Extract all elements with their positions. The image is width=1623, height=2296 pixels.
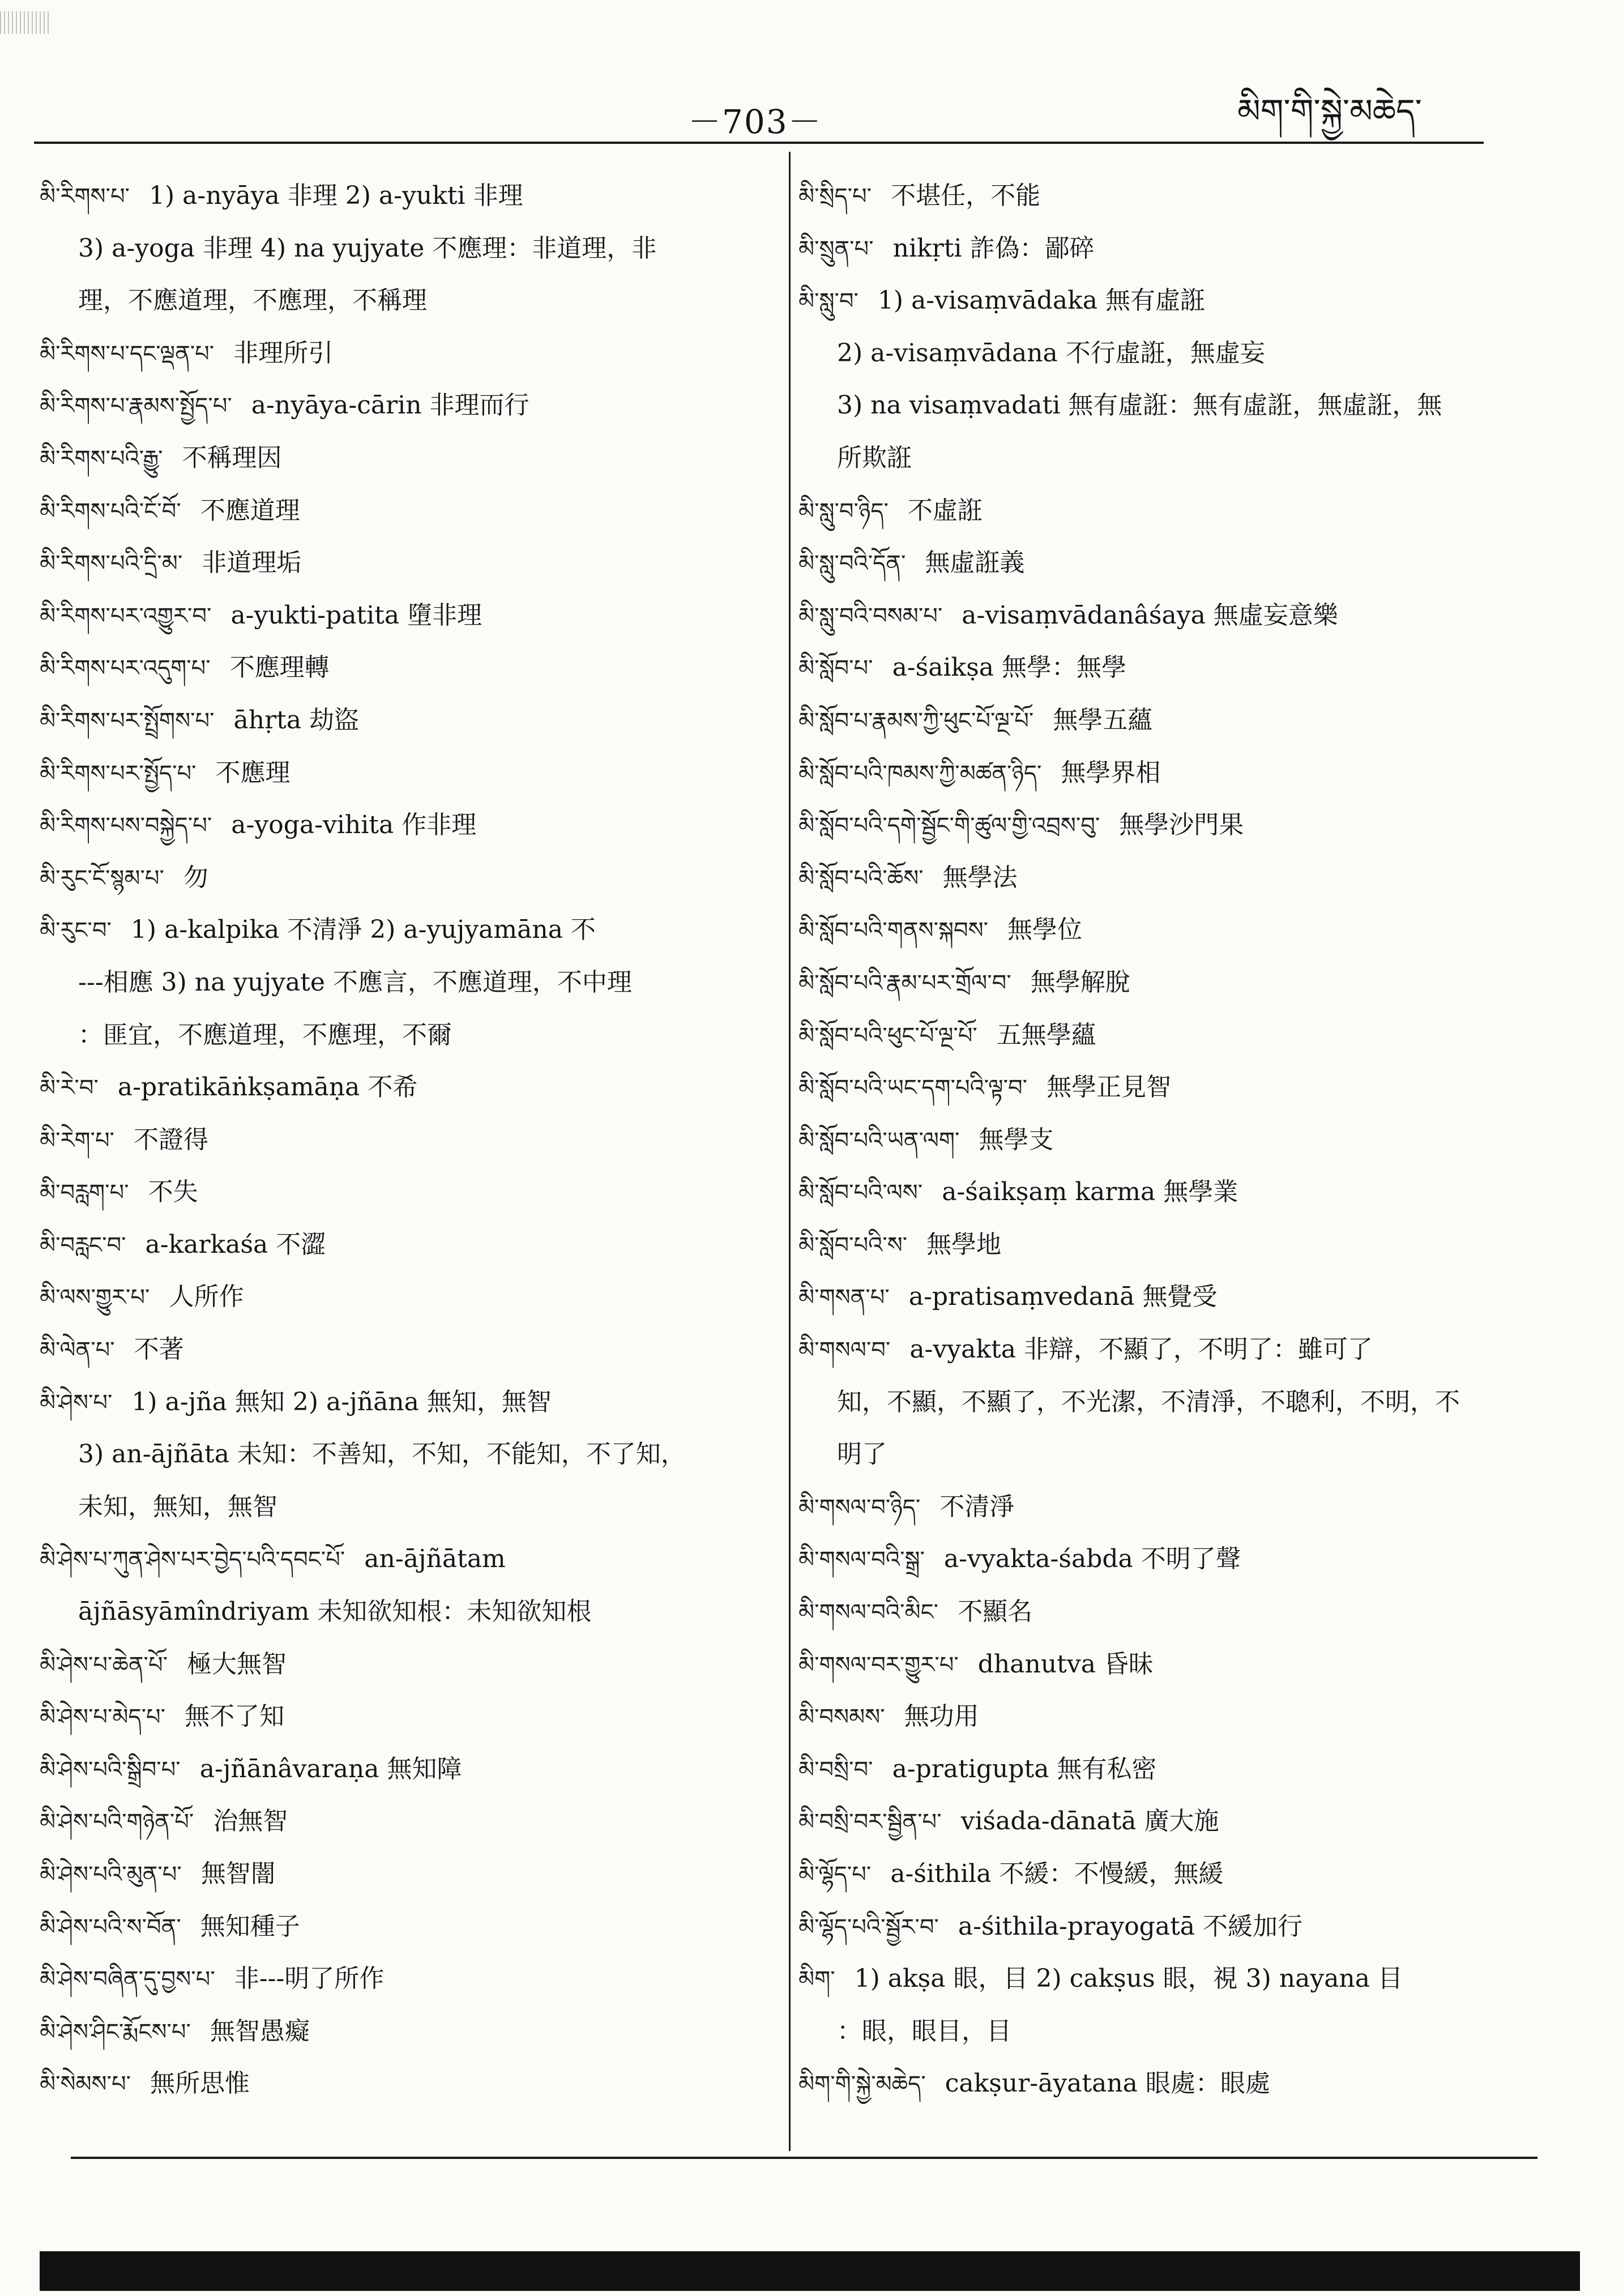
entry-definition: a-yukti-patita 墮非理 xyxy=(230,600,482,630)
tibetan-headword: མི་ཤེས་པ་ xyxy=(40,1389,113,1416)
entry-definition: 1) akṣa 眼，目 2) cakṣus 眼，視 3) nayana 目 xyxy=(854,1964,1403,1994)
tibetan-headword: མི་སློབ་པའི་ཡན་ལག་ xyxy=(798,1127,960,1154)
tibetan-headword: མི་སྲུན་པ་ xyxy=(798,236,874,262)
dictionary-entry xyxy=(40,379,776,432)
entry-definition: ：匪宜，不應道理，不應理，不爾 xyxy=(78,1020,452,1049)
tibetan-headword: མི་ཤེས་པའི་གཉེན་པོ་ xyxy=(40,1809,194,1836)
column-divider xyxy=(789,152,791,2151)
dictionary-entry xyxy=(798,1953,1467,2005)
entry-definition: an-ājñātam xyxy=(364,1544,506,1574)
entry-definition: cakṣur-āyatana 眼處：眼處 xyxy=(945,2069,1270,2098)
entry-definition: a-visaṃvādanâśaya 無虛妄意樂 xyxy=(962,600,1338,630)
entry-definition: a-śithila 不緩：不慢緩，無緩 xyxy=(890,1859,1224,1888)
tibetan-headword: མི་ཤེས་ཤིང་རྨོངས་པ་ xyxy=(40,2018,191,2045)
entry-definition: 知，不顯，不顯了，不光潔，不清淨，不聰利，不明，不 xyxy=(837,1387,1460,1416)
entry-continuation xyxy=(798,1376,1467,1429)
entry-definition: 不清淨 xyxy=(939,1492,1015,1521)
entry-definition: 3) na visaṃvadati 無有虛誑：無有虛誑，無虛誑，無 xyxy=(837,391,1442,420)
dictionary-entry xyxy=(40,642,776,694)
tibetan-headword: མི་རིགས་པའི་ངོ་བོ་ xyxy=(40,498,181,524)
entry-definition: 不堪任，不能 xyxy=(891,181,1041,210)
entry-definition: 五無學蘊 xyxy=(996,1020,1096,1049)
entry-definition: 不應理 xyxy=(215,758,291,787)
tibetan-headword: མི་སླུ་བའི་བསམ་པ་ xyxy=(798,603,943,629)
dictionary-entry xyxy=(798,799,1467,852)
dictionary-entry xyxy=(798,170,1467,223)
tibetan-headword: མི་ཤེས་པའི་མུན་པ་ xyxy=(40,1862,182,1888)
header-rule xyxy=(34,142,1484,144)
tibetan-headword: མི་བསྲི་བ་ xyxy=(798,1756,873,1783)
entry-definition: 不著 xyxy=(134,1335,184,1364)
tibetan-headword: མི་ལྷོད་པ་ xyxy=(798,1862,872,1888)
dictionary-entry xyxy=(40,485,776,537)
entry-definition: 1) a-nyāya 非理 2) a-yukti 非理 xyxy=(149,181,523,210)
entry-definition: a-pratisaṃvedanā 無覺受 xyxy=(908,1282,1218,1312)
dictionary-entry xyxy=(798,1324,1467,1376)
entry-continuation xyxy=(798,1428,1467,1481)
tibetan-headword: མིག་གི་སྐྱེ་མཆེད་ xyxy=(798,2071,926,2098)
entry-continuation xyxy=(40,223,776,275)
dictionary-entry xyxy=(40,1691,776,1743)
dictionary-entry xyxy=(798,2058,1467,2110)
entry-definition: 未知，無知，無智 xyxy=(78,1492,277,1521)
tibetan-headword: མི་བསམས་ xyxy=(798,1704,885,1731)
tibetan-headword: མི་རིགས་པ་དང་ལྡན་པ་ xyxy=(40,340,215,367)
entry-definition: ---相應 3) na yujyate 不應言，不應道理，不中理 xyxy=(78,967,632,997)
entry-definition: dhanutva 昏昧 xyxy=(977,1649,1154,1679)
entry-definition: 不虛誑 xyxy=(907,496,983,525)
entry-definition: a-yoga-vihita 作非理 xyxy=(231,810,477,840)
entry-definition: 無學解脫 xyxy=(1030,967,1130,997)
entry-definition: a-śaikṣaṃ karma 無學業 xyxy=(942,1177,1238,1207)
dictionary-entry xyxy=(40,694,776,747)
dictionary-entry xyxy=(40,432,776,485)
entry-definition: 不稱理因 xyxy=(182,443,282,472)
tibetan-headword: མི་སླུ་བ་ xyxy=(798,288,859,315)
tibetan-headword: མི་རེག་པ་ xyxy=(40,1127,114,1154)
tibetan-headword: མི་རིགས་པར་འདུག་པ་ xyxy=(40,655,211,682)
entry-definition: a-nyāya-cārin 非理而行 xyxy=(251,391,529,420)
dictionary-entry xyxy=(798,642,1467,694)
entry-definition: 無不了知 xyxy=(185,1702,285,1731)
dictionary-entry xyxy=(798,1009,1467,1062)
dictionary-entry xyxy=(798,223,1467,275)
entry-definition: 無學法 xyxy=(942,863,1018,892)
entry-definition: a-vyakta 非辯，不顯了，不明了：雖可了 xyxy=(909,1335,1373,1364)
dictionary-entry xyxy=(798,1586,1467,1638)
dictionary-entry xyxy=(798,957,1467,1009)
dictionary-entry xyxy=(40,1166,776,1219)
tibetan-headword: མི་གསལ་བའི་མིང་ xyxy=(798,1599,939,1626)
entry-definition: viśada-dānatā 廣大施 xyxy=(960,1807,1219,1836)
dictionary-entry xyxy=(40,1324,776,1376)
entry-definition: 無學支 xyxy=(979,1125,1054,1154)
entry-definition: 非道理垢 xyxy=(202,548,302,578)
entry-continuation xyxy=(40,1009,776,1062)
entry-definition: 無學正見智 xyxy=(1047,1073,1172,1102)
dictionary-entry xyxy=(40,852,776,904)
tibetan-headword: མི་སློབ་པ་རྣམས་ཀྱི་ཕུང་པོ་ལྔ་པོ་ xyxy=(798,707,1034,734)
entry-definition: a-vyakta-śabda 不明了聲 xyxy=(943,1544,1241,1574)
tibetan-headword: མི་ཤེས་པའི་ས་བོན་ xyxy=(40,1914,181,1940)
bottom-rule xyxy=(71,2157,1537,2159)
tibetan-headword: མི་སློབ་པའི་རྣམ་པར་གྲོལ་བ་ xyxy=(798,970,1011,996)
dictionary-entry xyxy=(798,1795,1467,1848)
entry-continuation xyxy=(798,432,1467,485)
tibetan-headword: མི་ཤེས་པ་མེད་པ་ xyxy=(40,1704,166,1731)
dictionary-entry xyxy=(40,1271,776,1324)
dictionary-entry xyxy=(40,747,776,800)
entry-definition: 極大無智 xyxy=(187,1649,287,1679)
dictionary-entry xyxy=(40,1219,776,1271)
entry-continuation xyxy=(798,327,1467,380)
tibetan-headword: མི་རིགས་པ་ xyxy=(40,183,130,210)
tibetan-headword: མི་སློབ་པའི་ཕུང་པོ་ལྔ་པོ་ xyxy=(798,1022,977,1049)
tibetan-headword: མི་རིགས་པར་སྤྱོད་པ་ xyxy=(40,760,197,787)
entry-continuation xyxy=(40,275,776,327)
tibetan-headword: མི་སློབ་པའི་གནས་སྐབས་ xyxy=(798,917,989,944)
entry-definition: 無智闇 xyxy=(200,1859,276,1888)
right-column xyxy=(798,170,1467,2110)
dictionary-entry xyxy=(798,852,1467,904)
dictionary-entry xyxy=(40,1901,776,1953)
entry-definition: 無功用 xyxy=(904,1702,979,1731)
entry-definition: 不應理轉 xyxy=(229,653,330,682)
tibetan-headword: མི་ཤེས་པ་ཆེན་པོ་ xyxy=(40,1651,168,1678)
tibetan-headword: མི་རིགས་པའི་དྲི་མ་ xyxy=(40,550,183,577)
entry-definition: 不應道理 xyxy=(200,496,300,525)
running-head: མིག་གི་སྐྱེ་མཆེད་ xyxy=(1237,92,1422,130)
dictionary-entry xyxy=(798,1533,1467,1586)
entry-definition: 無智愚癡 xyxy=(210,2016,310,2046)
tibetan-headword: མི་ཤེས་བཞིན་དུ་བྱས་པ་ xyxy=(40,1966,215,1993)
dictionary-entry xyxy=(40,170,776,223)
tibetan-headword: མི་བརླང་བ་ xyxy=(40,1232,126,1258)
dictionary-entry xyxy=(798,275,1467,327)
tibetan-headword: མི་སློབ་པའི་ཡང་དག་པའི་ལྟ་བ་ xyxy=(798,1075,1028,1102)
tibetan-headword: མིག་ xyxy=(798,1966,835,1993)
tibetan-headword: མི་སློབ་པའི་ལས་ xyxy=(798,1180,923,1206)
entry-definition: 理，不應道理，不應理，不稱理 xyxy=(78,286,427,315)
dictionary-entry xyxy=(798,694,1467,747)
entry-definition: a-jñānâvaraṇa 無知障 xyxy=(199,1754,462,1783)
dictionary-entry xyxy=(40,799,776,852)
entry-definition: 明了 xyxy=(837,1440,887,1469)
entry-definition: ：眼，眼目，目 xyxy=(837,2016,1011,2046)
tibetan-headword: མི་རིགས་པའི་རྒྱུ་ xyxy=(40,445,163,472)
entry-definition: āhṛta 劫盜 xyxy=(233,705,360,735)
dictionary-entry xyxy=(798,1848,1467,1901)
tibetan-headword: མི་རིགས་པ་རྣམས་སྤྱོད་པ་ xyxy=(40,393,232,420)
dictionary-entry xyxy=(40,590,776,642)
tibetan-headword: མི་གསན་པ་ xyxy=(798,1284,890,1311)
entry-definition: 無學五蘊 xyxy=(1053,705,1153,735)
tibetan-headword: མི་རུང་ངོ་སྙམ་པ་ xyxy=(40,865,164,891)
entry-definition: 所欺誑 xyxy=(837,443,912,472)
tibetan-headword: མི་སྲིད་པ་ xyxy=(798,183,872,210)
dictionary-entry xyxy=(798,1219,1467,1271)
page-number: －703－ xyxy=(688,103,822,141)
dictionary-entry xyxy=(40,904,776,957)
dictionary-entry xyxy=(40,1743,776,1796)
entry-definition: ājñāsyāmîndriyam 未知欲知根：未知欲知根 xyxy=(78,1597,592,1627)
dictionary-entry xyxy=(40,1533,776,1586)
entry-definition: 無虛誑義 xyxy=(925,548,1025,578)
entry-definition: 非---明了所作 xyxy=(234,1964,385,1994)
entry-definition: 不失 xyxy=(148,1177,198,1207)
entry-definition: a-pratikāṅkṣamāṇa 不希 xyxy=(117,1073,418,1102)
dictionary-entry xyxy=(798,1271,1467,1324)
dictionary-entry xyxy=(40,2058,776,2110)
dictionary-entry xyxy=(798,485,1467,537)
tibetan-headword: མི་བསྲི་བར་སྦྱིན་པ་ xyxy=(798,1809,942,1836)
tibetan-headword: མི་བརླག་པ་ xyxy=(40,1180,129,1206)
entry-definition: 無知種子 xyxy=(200,1911,300,1941)
dictionary-entry xyxy=(798,1901,1467,1953)
entry-definition: 不證得 xyxy=(134,1125,208,1154)
tibetan-headword: མི་ལེན་པ་ xyxy=(40,1337,115,1364)
tibetan-headword: མི་རིགས་པར་འགྱུར་བ་ xyxy=(40,603,212,629)
tibetan-headword: མི་སླུ་བ་ཉིད་ xyxy=(798,498,889,524)
tibetan-headword: མི་ཤེས་པ་ཀུན་ཤེས་པར་བྱེད་པའི་དབང་པོ་ xyxy=(40,1547,345,1573)
entry-continuation xyxy=(798,379,1467,432)
entry-definition: a-śaikṣa 無學：無學 xyxy=(892,653,1127,682)
dictionary-entry xyxy=(798,590,1467,642)
dictionary-entry xyxy=(40,1638,776,1691)
entry-definition: 無學地 xyxy=(926,1230,1002,1259)
tibetan-headword: མི་རུང་བ་ xyxy=(40,917,112,944)
dictionary-entry xyxy=(40,1114,776,1167)
dictionary-entry xyxy=(798,747,1467,800)
dictionary-entry xyxy=(798,1638,1467,1691)
dictionary-entry xyxy=(40,537,776,590)
tibetan-headword: མི་སེམས་པ་ xyxy=(40,2071,131,2098)
dictionary-entry xyxy=(40,1376,776,1429)
scan-edge-bar xyxy=(40,2251,1580,2291)
dictionary-entry xyxy=(798,1743,1467,1796)
tibetan-headword: མི་རིགས་པར་སྤྲོགས་པ་ xyxy=(40,707,215,734)
tibetan-headword: མི་རེ་བ་ xyxy=(40,1075,99,1102)
entry-definition: 3) an-ājñāta 未知：不善知，不知，不能知，不了知， xyxy=(78,1440,686,1469)
tibetan-headword: མི་གསལ་བ་ཉིད་ xyxy=(798,1494,921,1521)
entry-definition: 1) a-jña 無知 2) a-jñāna 無知，無智 xyxy=(131,1387,552,1416)
entry-definition: 非理所引 xyxy=(233,338,334,368)
dictionary-entry xyxy=(40,1795,776,1848)
left-column xyxy=(40,170,776,2110)
dictionary-entry xyxy=(798,1061,1467,1114)
dictionary-entry xyxy=(798,1114,1467,1167)
tibetan-headword: མི་སློབ་པའི་ཆོས་ xyxy=(798,865,924,891)
dictionary-entry xyxy=(40,1848,776,1901)
entry-definition: nikṛti 詐偽：鄙碎 xyxy=(892,233,1095,263)
entry-definition: 人所作 xyxy=(169,1282,244,1312)
entry-continuation xyxy=(798,2005,1467,2058)
dictionary-entry xyxy=(40,1953,776,2005)
entry-definition: 無學沙門果 xyxy=(1119,810,1244,840)
tibetan-headword: མི་སློབ་པའི་ས་ xyxy=(798,1232,908,1258)
entry-definition: 1) a-visaṃvādaka 無有虛誑 xyxy=(877,286,1206,315)
dictionary-entry xyxy=(798,1691,1467,1743)
scan-artifact xyxy=(0,11,51,34)
tibetan-headword: མི་སློབ་པའི་ཁམས་ཀྱི་མཚན་ཉིད་ xyxy=(798,760,1042,787)
dictionary-entry xyxy=(798,537,1467,590)
entry-definition: 2) a-visaṃvādana 不行虛誑，無虛妄 xyxy=(837,338,1265,368)
entry-definition: 無所思惟 xyxy=(150,2069,250,2098)
dictionary-entry xyxy=(798,1166,1467,1219)
dictionary-entry xyxy=(40,327,776,380)
entry-definition: 1) a-kalpika 不清淨 2) a-yujyamāna 不 xyxy=(130,915,596,945)
dictionary-entry xyxy=(798,904,1467,957)
entry-definition: 無學界相 xyxy=(1061,758,1161,787)
entry-continuation xyxy=(40,957,776,1009)
entry-definition: a-śithila-prayogatā 不緩加行 xyxy=(958,1911,1302,1941)
entry-definition: a-karkaśa 不澀 xyxy=(145,1230,326,1259)
entry-definition: 不顯名 xyxy=(958,1597,1033,1627)
entry-definition: 治無智 xyxy=(213,1807,288,1836)
tibetan-headword: མི་སླུ་བའི་དོན་ xyxy=(798,550,906,577)
entry-continuation xyxy=(40,1481,776,1534)
tibetan-headword: མི་ཤེས་པའི་སྒྲིབ་པ་ xyxy=(40,1756,181,1783)
entry-continuation xyxy=(40,1586,776,1638)
tibetan-headword: མི་ལས་གྱུར་པ་ xyxy=(40,1284,150,1311)
tibetan-headword: མི་རིགས་པས་བསྐྱེད་པ་ xyxy=(40,813,212,839)
entry-definition: a-pratigupta 無有私密 xyxy=(892,1754,1157,1783)
tibetan-headword: མི་གསལ་བའི་སྒྲ་ xyxy=(798,1547,925,1573)
tibetan-headword: མི་སློབ་པའི་དགེ་སྦྱོང་གི་ཚུལ་གྱི་འབྲས་བུ་ xyxy=(798,813,1100,839)
tibetan-headword: མི་ལྷོད་པའི་སྦྱོར་བ་ xyxy=(798,1914,939,1940)
entry-continuation xyxy=(40,1428,776,1481)
tibetan-headword: མི་གསལ་བ་ xyxy=(798,1337,891,1364)
entry-definition: 勿 xyxy=(183,863,208,892)
tibetan-headword: མི་གསལ་བར་གྱུར་པ་ xyxy=(798,1651,959,1678)
tibetan-headword: མི་སློབ་པ་ xyxy=(798,655,873,682)
entry-definition: 3) a-yoga 非理 4) na yujyate 不應理：非道理，非 xyxy=(78,233,657,263)
dictionary-entry xyxy=(798,1481,1467,1534)
dictionary-entry xyxy=(40,1061,776,1114)
entry-definition: 無學位 xyxy=(1007,915,1083,945)
dictionary-entry xyxy=(40,2005,776,2058)
